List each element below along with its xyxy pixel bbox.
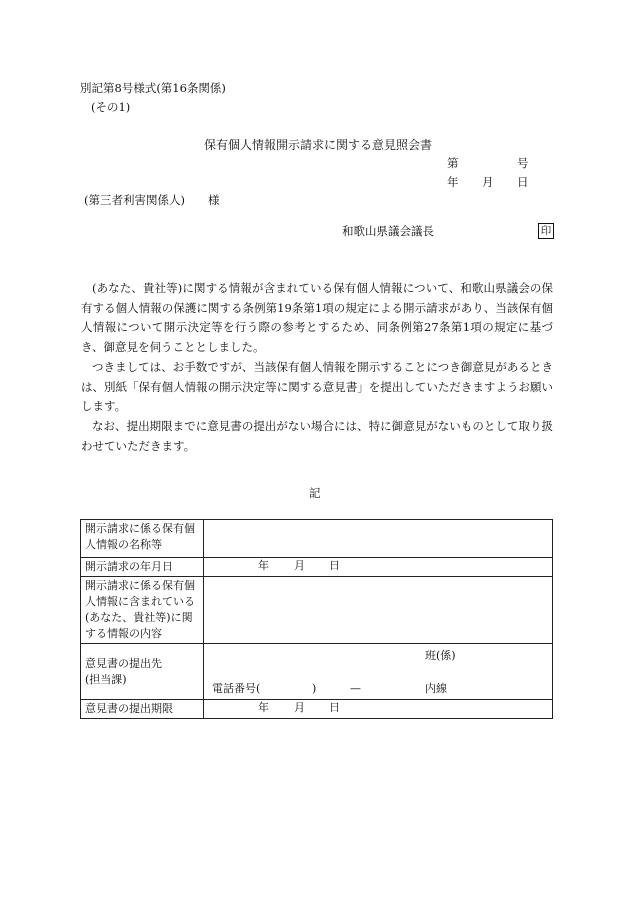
body-paragraph-1: (あなた、貴社等)に関する情報が含まれている保有個人情報について、和歌山県議会の保有する個人情報の保護に関する条例第19条第1項の規定による開示請求があり、当該保有個人情報について開示決定等を行う際の参考とするため、同条例第27条第1項の規定に基づき、御意見を伺うこととしました。 (81, 281, 553, 355)
table-row (81, 644, 553, 700)
row-value-info-name (204, 520, 553, 558)
date-day: 日 (517, 175, 529, 189)
body-paragraph-2: つきましては、お手数ですが、当該保有個人情報を開示することにつき御意見があるときは、別紙「保有個人情報の開示決定等に関する意見書」を提出していただきますようお願いします。 (81, 359, 553, 414)
date-year: 年 (447, 175, 459, 189)
row-label-request-date: 開示請求の年月日 (81, 558, 204, 577)
row-value-deadline (204, 700, 553, 719)
table-row (81, 520, 553, 558)
submit-to-sublabel: (担当課) (85, 672, 127, 686)
deadline-year: 年 (258, 701, 269, 714)
deadline-day: 日 (329, 701, 340, 714)
phone-dash: — (350, 682, 361, 695)
table-row (81, 577, 553, 644)
request-date-month: 月 (294, 559, 305, 572)
addressee-honorific: 様 (208, 193, 220, 207)
row-label-info-content: 開示請求に係る保有個人情報に含まれている(あなた、貴社等)に関する情報の内容 (81, 577, 204, 644)
row-label-info-name: 開示請求に係る保有個人情報の名称等 (81, 520, 204, 558)
extension-label: 内線 (425, 682, 447, 695)
table-row (81, 558, 553, 577)
submit-to-label: 意見書の提出先 (85, 656, 162, 670)
phone-label: 電話番号( (212, 682, 261, 695)
seal-mark: 印 (538, 223, 554, 239)
row-value-submit-to (204, 644, 553, 700)
row-value-info-content (204, 577, 553, 644)
row-label-submit-to (81, 644, 204, 700)
body-paragraph-3: なお、提出期限までに意見書の提出がない場合には、特に御意見がないものとして取り扱わせていただきます。 (81, 418, 553, 453)
phone-close: ) (312, 682, 317, 695)
doc-number-prefix: 第 (447, 156, 459, 170)
document-title: 保有個人情報開示請求に関する意見照会書 (204, 138, 433, 152)
body-text (81, 279, 553, 456)
doc-number-suffix: 号 (517, 156, 529, 170)
form-number: 別記第8号様式(第16条関係) (80, 81, 226, 95)
info-table (80, 519, 553, 719)
deadline-month: 月 (294, 701, 305, 714)
request-date-year: 年 (258, 559, 269, 572)
addressee-name: (第三者利害関係人) (84, 193, 185, 207)
request-date-day: 日 (329, 559, 340, 572)
ki-heading: 記 (309, 486, 321, 500)
row-value-request-date (204, 558, 553, 577)
section-label: 班(係) (425, 649, 456, 662)
form-subnumber: (その1) (91, 100, 131, 114)
row-label-deadline: 意見書の提出期限 (81, 700, 204, 719)
sender-name: 和歌山県議会議長 (342, 224, 434, 238)
date-month: 月 (482, 175, 494, 189)
table-row (81, 700, 553, 719)
